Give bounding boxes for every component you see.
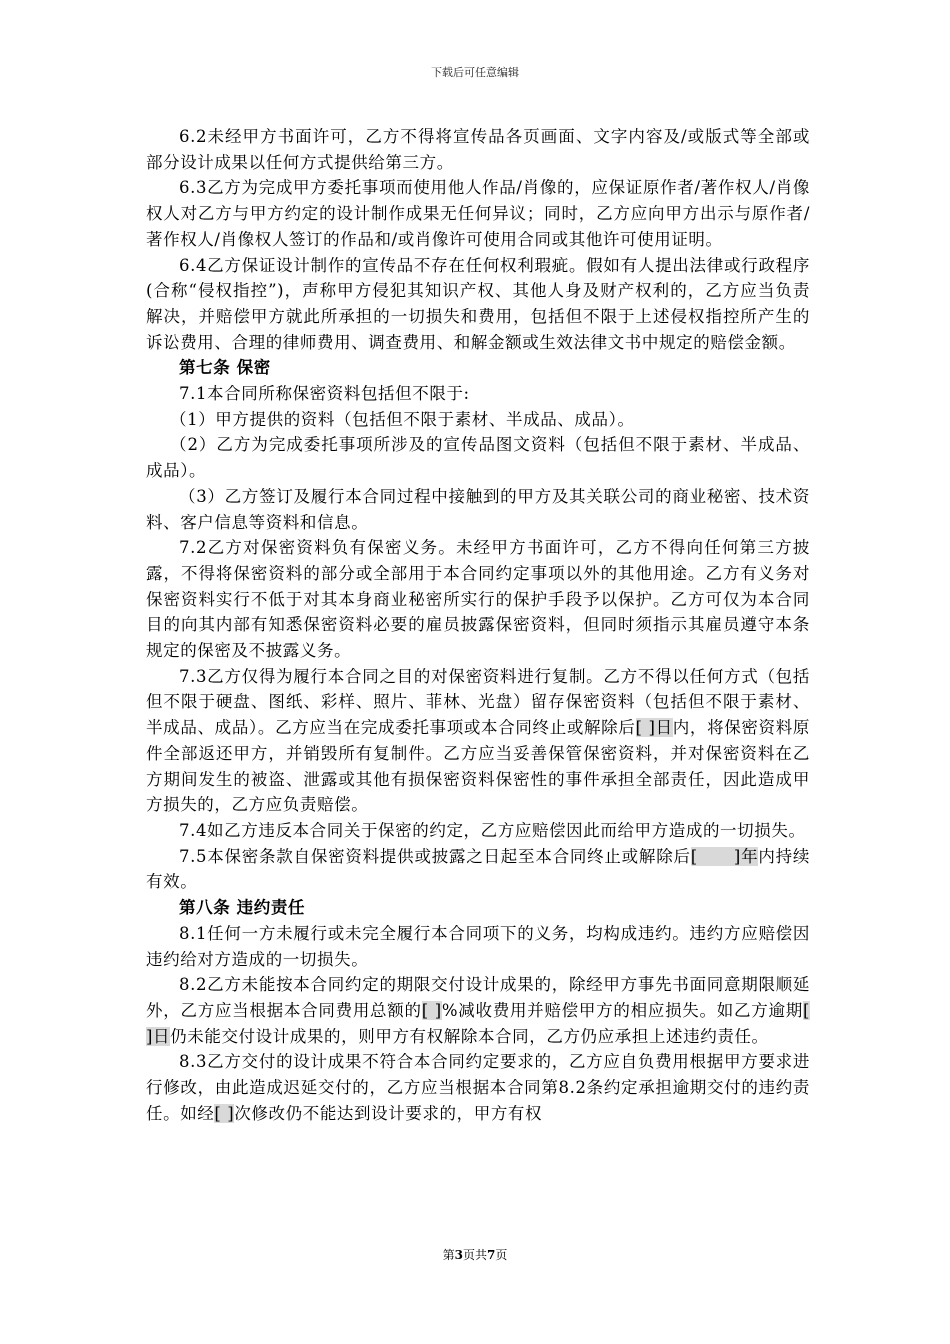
clause-7-1: 7.1本合同所称保密资料包括但不限于: [179, 384, 470, 404]
clause-8-3-text-b: 次修改仍不能达到设计要求的，甲方有权 [234, 1103, 543, 1123]
article-7-heading: 第七条 保密 [179, 358, 271, 378]
clause-7-1-item-2: （2）乙方为完成委托事项所涉及的宣传品图文资料（包括但不限于素材、半成品、成品）。 [146, 435, 810, 481]
clause-8-1: 8.1任何一方未履行或未完全履行本合同项下的义务，均构成违约。违约方应赔偿因违约给对方造成的一切损失。 [146, 923, 810, 969]
current-page-number: 3 [454, 1248, 463, 1262]
clause-7-1-item-1: （1）甲方提供的资料（包括但不限于素材、半成品、成品）。 [170, 409, 635, 429]
clause-7-5-text-a: 7.5本保密条款自保密资料提供或披露之日起至本合同终止或解除后 [179, 846, 691, 866]
total-page-number: 7 [487, 1248, 496, 1262]
clause-7-3-text-b: 内，将保密资料原件全部返还甲方，并销毁所有复制件。乙方应当妥善保管保密资料，并对保密资料在乙方期间发生的被盗、泄露或其他有损保密资料保密性的事件承担全部责任，因此造成甲方损失的，乙方应负责赔偿。 [146, 718, 810, 815]
clause-7-2: 7.2乙方对保密资料负有保密义务。未经甲方书面许可，乙方不得向任何第三方披露，不得将保密资料的部分或全部用于本合同约定事项以外的其他用途。乙方有义务对保密资料实行不低于对其本身商业秘密所实行的保护手段予以保护。乙方可仅为本合同目的向其内部有知悉保密资料必要的雇员披露保密资料，但同时须指示其雇员遵守本条规定的保密及不披露义务。 [146, 538, 810, 661]
clause-6-3: 6.3乙方为完成甲方委托事项而使用他人作品/肖像的，应保证原作者/著作权人/肖像权人对乙方与甲方约定的设计制作成果无任何异议；同时，乙方应向甲方出示与原作者/著作权人/肖像权人签订的作品和/或肖像许可使用合同或其他许可使用证明。 [146, 178, 810, 249]
blank-days-field[interactable]: [ ]日 [635, 718, 673, 738]
clause-7-5 [146, 844, 810, 895]
clause-8-2 [146, 972, 810, 1049]
document-body [146, 124, 810, 1126]
footer-suffix: 页 [495, 1248, 508, 1262]
page-header: 下载后可任意编辑 [431, 66, 519, 79]
page-footer [0, 1246, 950, 1263]
clause-7-3-text-a: 7.3乙方仅得为履行本合同之目的对保密资料进行复制。乙方不得以任何方式（包括但不限于硬盘、图纸、彩样、照片、菲林、光盘）留存保密资料（包括但不限于素材、半成品、成品）。乙方应当在完成委托事项或本合同终止或解除后 [146, 666, 810, 738]
clause-8-3 [146, 1049, 810, 1126]
clause-6-2: 6.2未经甲方书面许可，乙方不得将宣传品各页画面、文字内容及/或版式等全部或部分设计成果以任何方式提供给第三方。 [146, 127, 810, 172]
blank-overdue-days-field[interactable]: [ ]日 [146, 1000, 810, 1046]
clause-7-5-text-b: 内持续有效。 [146, 846, 810, 892]
footer-prefix: 第 [442, 1248, 455, 1262]
blank-years-field[interactable]: [ ]年 [690, 846, 759, 866]
clause-8-2-text-a: 8.2乙方未能按本合同约定的期限交付设计成果的，除经甲方事先书面同意期限顺延外，乙方应当根据本合同费用总额的 [146, 975, 810, 1020]
article-8-heading: 第八条 违约责任 [179, 898, 306, 918]
footer-middle: 页共 [462, 1248, 487, 1262]
clause-6-4: 6.4乙方保证设计制作的宣传品不存在任何权利瑕疵。假如有人提出法律或行政程序(合称“侵权指控”)，声称甲方侵犯其知识产权、其他人身及财产权利的，乙方应当负责解决，并赔偿甲方就此所承担的一切损失和费用，包括但不限于上述侵权指控所产生的诉讼费用、合理的律师费用、调查费用、和解金额或生效法律文书中规定的赔偿金额。 [146, 255, 810, 352]
clause-7-3 [146, 664, 810, 818]
clause-8-2-text-c: 仍未能交付设计成果的，则甲方有权解除本合同，乙方仍应承担上述违约责任。 [170, 1026, 769, 1046]
clause-8-2-text-b: %减收费用并赔偿甲方的相应损失。如乙方逾期 [441, 1000, 803, 1020]
clause-7-4: 7.4如乙方违反本合同关于保密的约定，乙方应赔偿因此而给甲方造成的一切损失。 [179, 820, 806, 840]
clause-8-3-text-a: 8.3乙方交付的设计成果不符合本合同约定要求的，乙方应自负费用根据甲方要求进行修改，由此造成迟延交付的，乙方应当根据本合同第8.2条约定承担逾期交付的违约责任。如经 [146, 1052, 810, 1123]
blank-revision-count-field[interactable]: [ ] [214, 1103, 235, 1123]
blank-percent-field[interactable]: [ ] [421, 1000, 442, 1020]
clause-7-1-item-3: （3）乙方签订及履行本合同过程中接触到的甲方及其关联公司的商业秘密、技术资料、客户信息等资料和信息。 [146, 486, 810, 532]
